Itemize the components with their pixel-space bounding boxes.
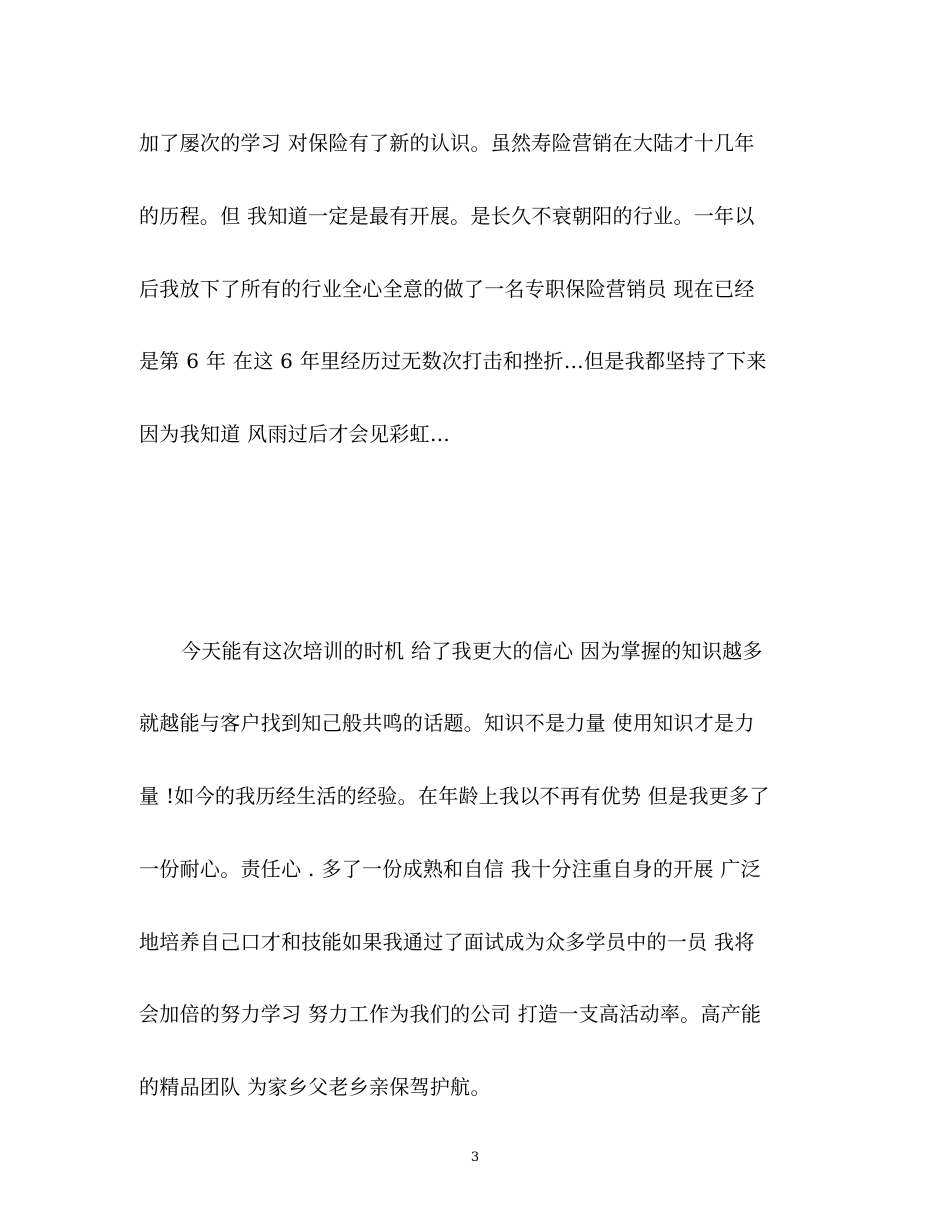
paragraph-line: 的历程。但 我知道一定是最有开展。是长久不衰朝阳的行业。一年以 <box>139 204 755 228</box>
paragraph-line: 的精品团队 为家乡父老乡亲保驾护航。 <box>139 1075 491 1099</box>
paragraph-line: 地培养自己口才和技能如果我通过了面试成为众多学员中的一员 我将 <box>139 930 755 954</box>
paragraph-line: 因为我知道 风雨过后才会见彩虹… <box>139 422 451 446</box>
paragraph-line: 是第 6 年 在这 6 年里经历过无数次打击和挫折…但是我都坚持了下来 <box>139 349 767 373</box>
paragraph-line: 一份耐心。责任心 . 多了一份成熟和自信 我十分注重自身的开展 广泛 <box>139 857 761 881</box>
page-number: 3 <box>470 1150 480 1165</box>
paragraph-line: 加了屡次的学习 对保险有了新的认识。虽然寿险营销在大陆才十几年 <box>139 131 755 155</box>
paragraph-line: 今天能有这次培训的时机 给了我更大的信心 因为掌握的知识越多 <box>181 639 763 663</box>
paragraph-line: 就越能与客户找到知己般共鸣的话题。知识不是力量 使用知识才是力 <box>139 711 755 735</box>
paragraph-line: 会加倍的努力学习 努力工作为我们的公司 打造一支高活动率。高产能 <box>139 1002 762 1026</box>
paragraph-line: 量 !如今的我历经生活的经验。在年龄上我以不再有优势 但是我更多了 <box>139 784 770 808</box>
paragraph-line: 后我放下了所有的行业全心全意的做了一名专职保险营销员 现在已经 <box>139 277 755 301</box>
